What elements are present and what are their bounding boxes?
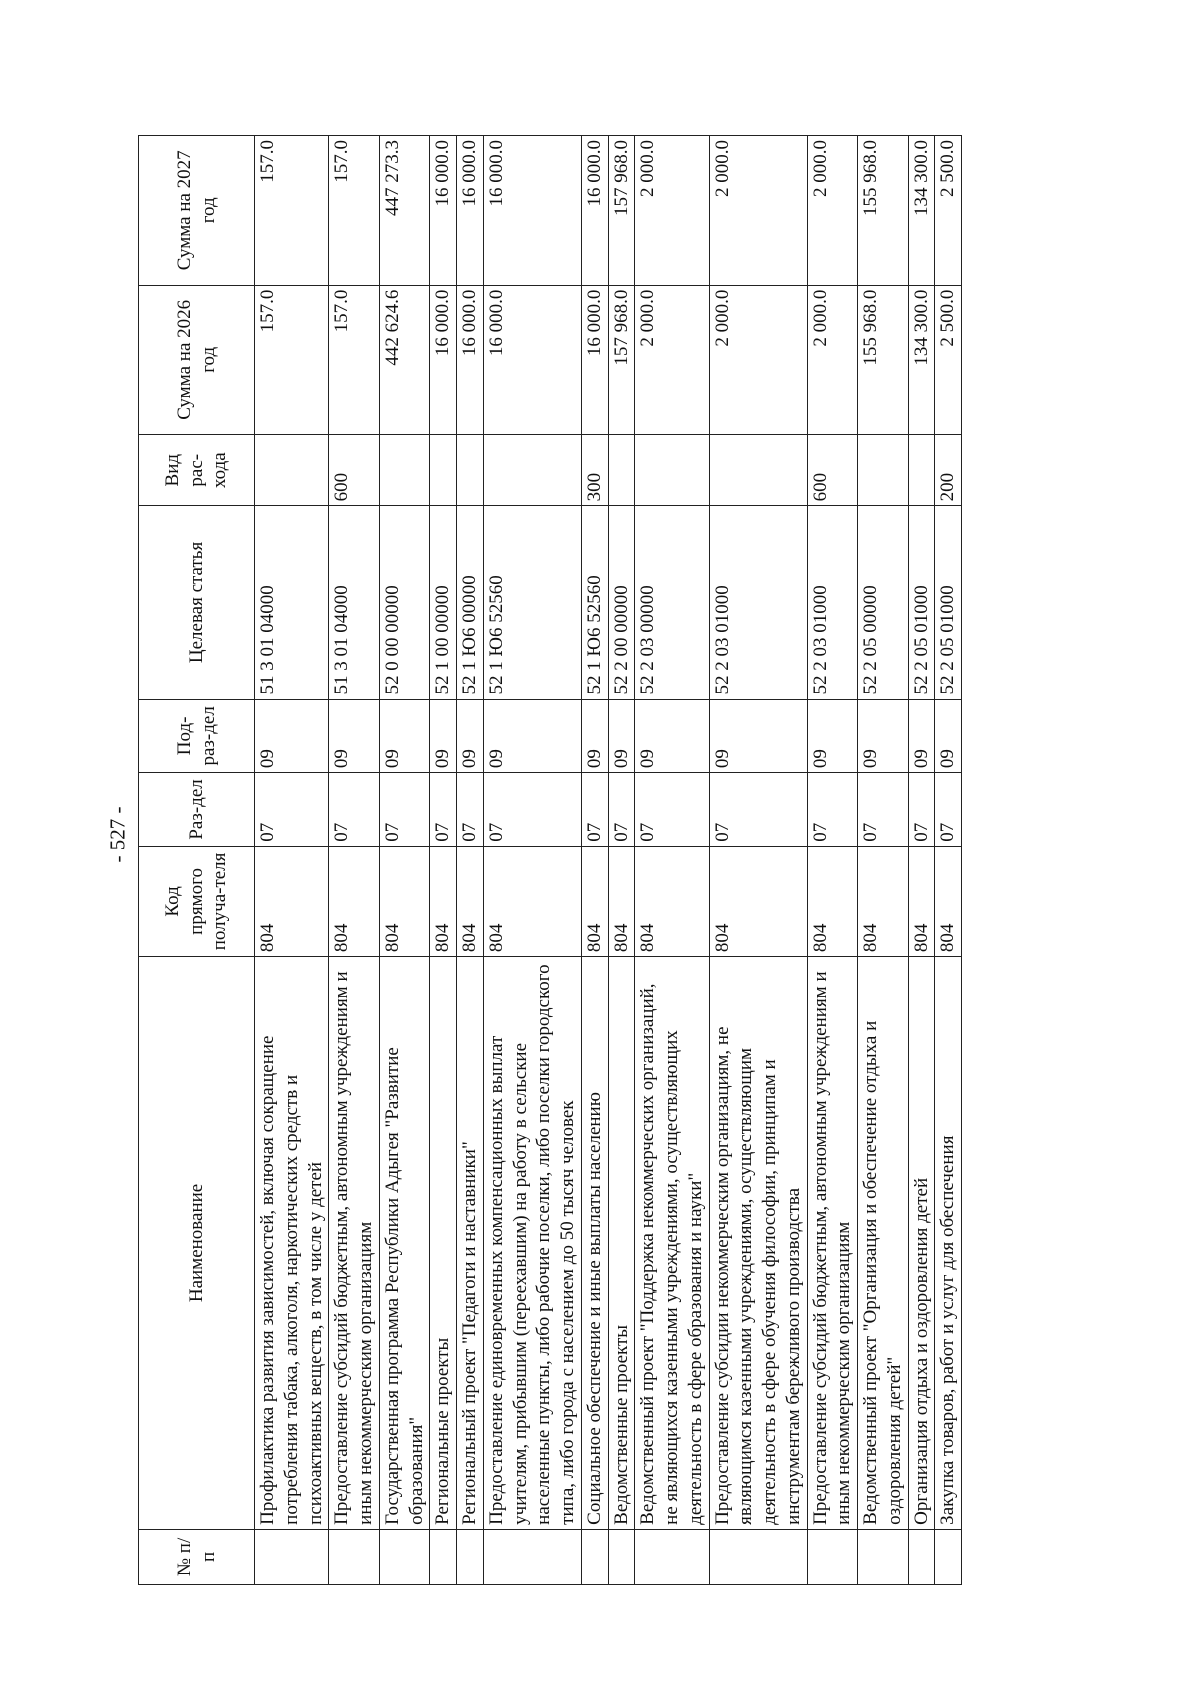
cell-num: [807, 1529, 858, 1584]
cell-name: Ведомственный проект "Организация и обеспечение отдыха и оздоровления детей": [858, 957, 909, 1530]
table-row: [483, 136, 581, 1585]
cell-target: 52 1 Ю6 52560: [581, 506, 608, 699]
cell-num: [858, 1529, 909, 1584]
table-row: [908, 136, 935, 1585]
header-recipient-code: Код прямого получа-теля: [139, 846, 255, 956]
cell-razdel: 07: [935, 773, 962, 847]
cell-podrazdel: 09: [255, 699, 329, 773]
cell-target: 52 2 05 01000: [908, 506, 935, 699]
cell-podrazdel: 09: [483, 699, 581, 773]
cell-podrazdel: 09: [709, 699, 807, 773]
cell-target: 51 3 01 04000: [255, 506, 329, 699]
cell-name: Предоставление субсидии некоммерческим организациям, не являющимся казенными учреждениями, осуществляющим деятельность в сфере обучения философии, принципам и инструментам бережливого производства: [709, 957, 807, 1530]
budget-table-container: [138, 135, 1072, 1585]
cell-sum-2027: 155 968.0: [858, 136, 909, 286]
cell-recipient-code: 804: [807, 846, 858, 956]
cell-target: 52 1 00 00000: [430, 506, 457, 699]
cell-recipient-code: 804: [581, 846, 608, 956]
cell-recipient-code: 804: [457, 846, 484, 956]
cell-num: [255, 1529, 329, 1584]
cell-sum-2027: 2 000.0: [635, 136, 709, 286]
cell-name: Государственная программа Республики Адыгея "Развитие образования": [379, 957, 430, 1530]
cell-expense-type: [608, 435, 635, 506]
cell-num: [379, 1529, 430, 1584]
cell-sum-2026: 16 000.0: [581, 285, 608, 435]
cell-sum-2026: 2 500.0: [935, 285, 962, 435]
cell-name: Организация отдыха и оздоровления детей: [908, 957, 935, 1530]
cell-expense-type: [430, 435, 457, 506]
header-target: Целевая статья: [139, 506, 255, 699]
cell-name: Ведомственные проекты: [608, 957, 635, 1530]
cell-sum-2027: 157 968.0: [608, 136, 635, 286]
cell-target: 52 2 05 00000: [858, 506, 909, 699]
cell-podrazdel: 09: [807, 699, 858, 773]
cell-target: 52 1 Ю6 52560: [483, 506, 581, 699]
cell-expense-type: [483, 435, 581, 506]
cell-sum-2027: 134 300.0: [908, 136, 935, 286]
cell-num: [457, 1529, 484, 1584]
cell-razdel: 07: [709, 773, 807, 847]
cell-num: [608, 1529, 635, 1584]
table-row: [457, 136, 484, 1585]
table-row: [709, 136, 807, 1585]
cell-podrazdel: 09: [581, 699, 608, 773]
header-row: [139, 136, 255, 1585]
cell-sum-2027: 157.0: [255, 136, 329, 286]
cell-podrazdel: 09: [935, 699, 962, 773]
cell-expense-type: 600: [807, 435, 858, 506]
cell-expense-type: [379, 435, 430, 506]
cell-sum-2027: 2 000.0: [807, 136, 858, 286]
cell-razdel: 07: [379, 773, 430, 847]
cell-sum-2026: 2 000.0: [807, 285, 858, 435]
cell-name: Региональные проекты: [430, 957, 457, 1530]
cell-name: Социальное обеспечение и иные выплаты населению: [581, 957, 608, 1530]
cell-sum-2026: 442 624.6: [379, 285, 430, 435]
cell-recipient-code: 804: [935, 846, 962, 956]
cell-sum-2026: 157.0: [255, 285, 329, 435]
cell-name: Закупка товаров, работ и услуг для обеспечения: [935, 957, 962, 1530]
table-row: [807, 136, 858, 1585]
cell-sum-2026: 157 968.0: [608, 285, 635, 435]
cell-expense-type: [457, 435, 484, 506]
cell-recipient-code: 804: [430, 846, 457, 956]
cell-sum-2026: 16 000.0: [457, 285, 484, 435]
table-row: [608, 136, 635, 1585]
cell-sum-2027: 16 000.0: [581, 136, 608, 286]
cell-target: 52 2 03 01000: [807, 506, 858, 699]
cell-razdel: 07: [255, 773, 329, 847]
cell-sum-2026: 16 000.0: [430, 285, 457, 435]
cell-razdel: 07: [807, 773, 858, 847]
page-number: - 527 -: [105, 806, 130, 863]
cell-recipient-code: 804: [255, 846, 329, 956]
cell-num: [581, 1529, 608, 1584]
cell-sum-2027: 2 000.0: [709, 136, 807, 286]
cell-razdel: 07: [858, 773, 909, 847]
cell-recipient-code: 804: [483, 846, 581, 956]
cell-num: [935, 1529, 962, 1584]
cell-target: 52 2 05 01000: [935, 506, 962, 699]
cell-num: [329, 1529, 380, 1584]
cell-name: Предоставление субсидий бюджетным, автономным учреждениям и иным некоммерческим организациям: [807, 957, 858, 1530]
cell-podrazdel: 09: [908, 699, 935, 773]
cell-expense-type: [908, 435, 935, 506]
cell-expense-type: [858, 435, 909, 506]
cell-name: Предоставление единовременных компенсационных выплат учителям, прибывшим (переехавшим) на работу в сельские населенные пункты, либо рабочие поселки, либо поселки городского типа, либо города с населением до 50 тысяч человек: [483, 957, 581, 1530]
cell-sum-2027: 16 000.0: [457, 136, 484, 286]
header-expense-type: Вид рас-хода: [139, 435, 255, 506]
cell-name: Региональный проект "Педагоги и наставники": [457, 957, 484, 1530]
cell-podrazdel: 09: [457, 699, 484, 773]
table-row: [430, 136, 457, 1585]
cell-razdel: 07: [430, 773, 457, 847]
cell-razdel: 07: [908, 773, 935, 847]
cell-sum-2027: 16 000.0: [430, 136, 457, 286]
table-row: [935, 136, 962, 1585]
cell-name: Профилактика развития зависимостей, включая сокращение потребления табака, алкоголя, наркотических средств и психоактивных веществ, в том числе у детей: [255, 957, 329, 1530]
cell-recipient-code: 804: [329, 846, 380, 956]
cell-sum-2026: 155 968.0: [858, 285, 909, 435]
rotated-table-frame: [138, 135, 1072, 1585]
cell-target: 52 2 03 00000: [635, 506, 709, 699]
cell-target: 51 3 01 04000: [329, 506, 380, 699]
cell-podrazdel: 09: [635, 699, 709, 773]
cell-razdel: 07: [329, 773, 380, 847]
cell-podrazdel: 09: [379, 699, 430, 773]
cell-razdel: 07: [581, 773, 608, 847]
cell-razdel: 07: [608, 773, 635, 847]
table-row: [329, 136, 380, 1585]
cell-name: Ведомственный проект "Поддержка некоммерческих организаций, не являющихся казенными учреждениями, осуществляющих деятельность в сфере образования и науки": [635, 957, 709, 1530]
cell-razdel: 07: [457, 773, 484, 847]
cell-podrazdel: 09: [858, 699, 909, 773]
cell-sum-2027: 16 000.0: [483, 136, 581, 286]
table-body: [255, 136, 962, 1585]
cell-recipient-code: 804: [908, 846, 935, 956]
cell-recipient-code: 804: [709, 846, 807, 956]
cell-podrazdel: 09: [608, 699, 635, 773]
cell-target: 52 2 03 01000: [709, 506, 807, 699]
cell-num: [709, 1529, 807, 1584]
cell-recipient-code: 804: [858, 846, 909, 956]
cell-name: Предоставление субсидий бюджетным, автономным учреждениям и иным некоммерческим организациям: [329, 957, 380, 1530]
cell-expense-type: 300: [581, 435, 608, 506]
cell-sum-2026: 134 300.0: [908, 285, 935, 435]
cell-num: [635, 1529, 709, 1584]
table-row: [379, 136, 430, 1585]
cell-target: 52 0 00 00000: [379, 506, 430, 699]
cell-recipient-code: 804: [379, 846, 430, 956]
header-sum-2026: Сумма на 2026 год: [139, 285, 255, 435]
cell-num: [908, 1529, 935, 1584]
cell-recipient-code: 804: [608, 846, 635, 956]
cell-num: [483, 1529, 581, 1584]
table-row: [581, 136, 608, 1585]
cell-expense-type: [255, 435, 329, 506]
header-razdel: Раз-дел: [139, 773, 255, 847]
cell-expense-type: 600: [329, 435, 380, 506]
header-name: Наименование: [139, 957, 255, 1530]
cell-sum-2026: 2 000.0: [709, 285, 807, 435]
cell-sum-2027: 157.0: [329, 136, 380, 286]
table-row: [635, 136, 709, 1585]
cell-sum-2026: 16 000.0: [483, 285, 581, 435]
header-num: № п/п: [139, 1529, 255, 1584]
cell-razdel: 07: [483, 773, 581, 847]
cell-sum-2026: 157.0: [329, 285, 380, 435]
table-header: [139, 136, 255, 1585]
cell-razdel: 07: [635, 773, 709, 847]
cell-sum-2027: 447 273.3: [379, 136, 430, 286]
cell-sum-2026: 2 000.0: [635, 285, 709, 435]
cell-expense-type: [635, 435, 709, 506]
table-row: [858, 136, 909, 1585]
cell-expense-type: 200: [935, 435, 962, 506]
budget-table: [138, 135, 962, 1585]
cell-sum-2027: 2 500.0: [935, 136, 962, 286]
cell-podrazdel: 09: [430, 699, 457, 773]
header-podrazdel: Под-раз-дел: [139, 699, 255, 773]
cell-num: [430, 1529, 457, 1584]
table-row: [255, 136, 329, 1585]
cell-podrazdel: 09: [329, 699, 380, 773]
header-sum-2027: Сумма на 2027 год: [139, 136, 255, 286]
cell-expense-type: [709, 435, 807, 506]
cell-target: 52 2 00 00000: [608, 506, 635, 699]
cell-recipient-code: 804: [635, 846, 709, 956]
cell-target: 52 1 Ю6 00000: [457, 506, 484, 699]
